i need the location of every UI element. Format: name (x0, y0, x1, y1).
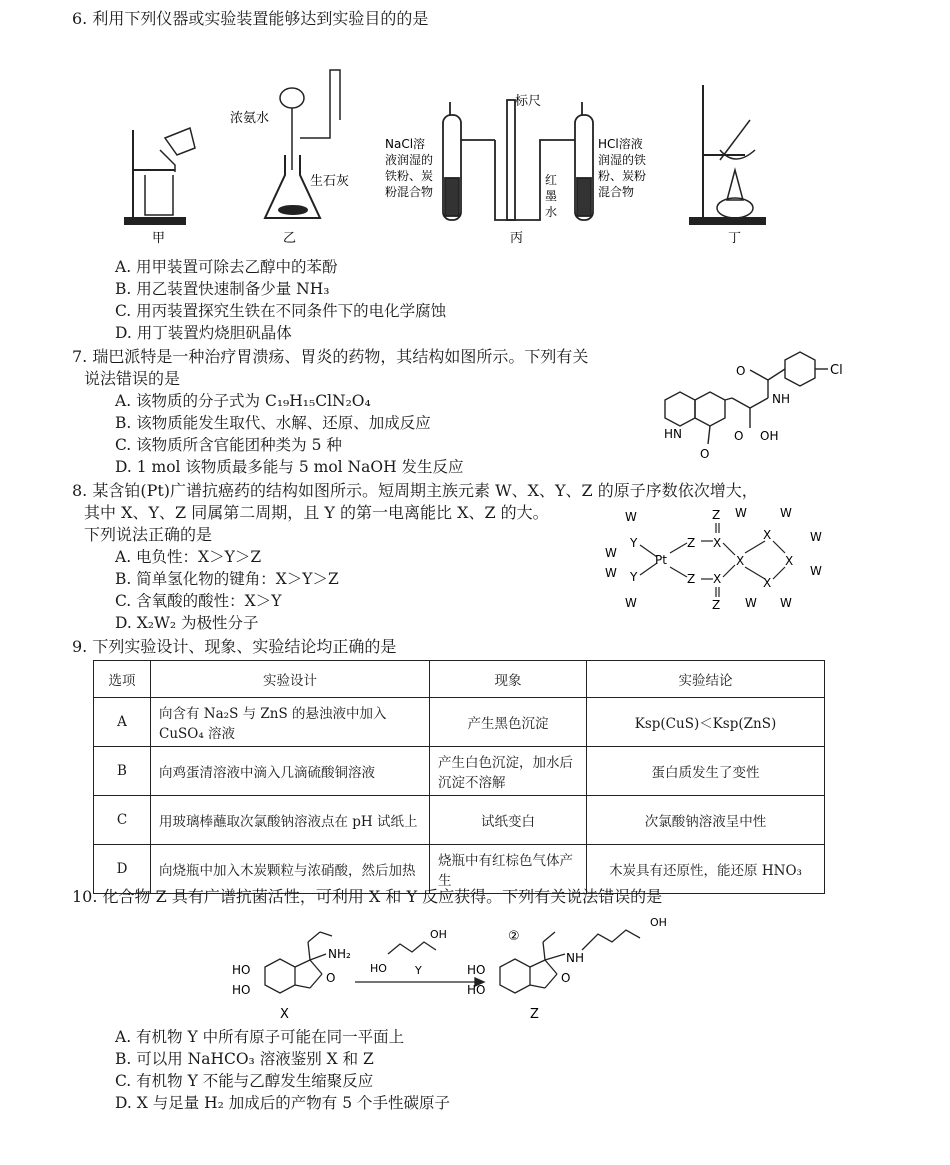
label-nacl-3: 铁粉、炭 (385, 169, 434, 183)
cell-design: 向烧瓶中加入木炭颗粒与浓硝酸，然后加热 (151, 845, 430, 894)
struct10-ho-3: HO (370, 962, 387, 975)
q9-experiment-table (93, 660, 825, 894)
label-red-1: 红 (545, 173, 558, 187)
struct8-x-6: X (785, 554, 794, 568)
struct8-w-2: W (605, 546, 617, 560)
apparatus-jia (125, 128, 195, 224)
struct8-x-5: X (763, 576, 772, 590)
struct8-w-4: W (625, 596, 637, 610)
q10-stem: 10. 化合物 Z 具有广谱抗菌活性，可利用 X 和 Y 反应获得。下列有关说法错误的是 (72, 887, 663, 906)
struct7-o3: O (734, 429, 744, 443)
label-ding: 丁 (728, 231, 742, 246)
q7-option-a: A. 该物质的分子式为 C₁₉H₁₅ClN₂O₄ (115, 392, 371, 410)
table-row (94, 796, 825, 845)
struct8-x-4: X (763, 528, 772, 542)
label-hcl-4: 混合物 (598, 185, 635, 199)
label-z: Z (530, 1007, 539, 1022)
struct8-w-1: W (625, 510, 637, 524)
cell-phenomenon: 产生白色沉淀，加水后沉淀不溶解 (430, 747, 587, 796)
q10-option-a: A. 有机物 Y 中所有原子可能在同一平面上 (115, 1028, 405, 1046)
apparatus-ding (690, 85, 765, 224)
q8-stem-line1: 8. 某含铂(Pt)广谱抗癌药的结构如图所示。短周期主族元素 W、X、Y、Z 的原子序数依次增大， (72, 481, 758, 500)
struct7-o1: O (736, 364, 746, 378)
apparatus-bing (443, 100, 593, 220)
struct8-y-1: Y (630, 536, 638, 550)
header-conclusion: 实验结论 (587, 661, 825, 698)
q8-option-d: D. X₂W₂ 为极性分子 (115, 614, 259, 632)
struct10-ho-1: HO (232, 963, 251, 977)
label-nacl-2: 液润湿的 (385, 153, 434, 167)
struct8-x-3: X (736, 554, 745, 568)
struct8-w-6: W (780, 506, 792, 520)
q6-option-c: C. 用丙装置探究生铁在不同条件下的电化学腐蚀 (115, 302, 447, 320)
q7-stem-line2: 说法错误的是 (84, 369, 181, 388)
q8-option-a: A. 电负性：X＞Y＞Z (115, 548, 262, 566)
struct10-ho-2: HO (232, 983, 251, 997)
header-option: 选项 (94, 661, 151, 698)
table-row (94, 698, 825, 747)
label-nacl-4: 粉混合物 (385, 185, 434, 199)
header-design: 实验设计 (151, 661, 430, 698)
label-jia: 甲 (152, 231, 166, 246)
label-bing: 丙 (510, 231, 524, 246)
apparatus-yi (265, 70, 340, 218)
label-lime: 生石灰 (310, 174, 350, 189)
q8-stem-line3: 下列说法正确的是 (84, 525, 213, 544)
q7-option-c: C. 该物质所含官能团种类为 5 种 (115, 436, 342, 454)
q8-stem-line2: 其中 X、Y、Z 同属第二周期，且 Y 的第一电离能比 X、Z 的大。 (84, 503, 549, 522)
q8-platinum-complex-structure (595, 505, 835, 615)
q9-stem: 9. 下列实验设计、现象、实验结论均正确的是 (72, 637, 397, 656)
struct10-ho-4: HO (467, 963, 486, 977)
struct8-w-8: W (810, 564, 822, 578)
q10-option-b: B. 可以用 NaHCO₃ 溶液鉴别 X 和 Z (115, 1050, 374, 1068)
struct8-w-9: W (745, 596, 757, 610)
struct10-o-1: O (326, 971, 336, 985)
q6-option-a: A. 用甲装置可除去乙醇中的苯酚 (115, 258, 338, 276)
q10-reaction-scheme (230, 912, 700, 1024)
struct7-oh: OH (760, 429, 779, 443)
cell-design: 用玻璃棒蘸取次氯酸钠溶液点在 pH 试纸上 (151, 796, 430, 845)
cell-conclusion: 次氯酸钠溶液呈中性 (587, 796, 825, 845)
cell-option: D (94, 845, 151, 894)
cell-option: C (94, 796, 151, 845)
struct8-z-3: Z (712, 508, 721, 522)
cell-conclusion: Ksp(CuS)＜Ksp(ZnS) (587, 698, 825, 747)
struct8-y-2: Y (630, 570, 638, 584)
label-ammonia: 浓氨水 (230, 111, 270, 126)
q7-stem-line1: 7. 瑞巴派特是一种治疗胃溃疡、胃炎的药物，其结构如图所示。下列有关 (72, 347, 589, 366)
struct10-ho-5: HO (467, 983, 486, 997)
struct10-nh2: NH₂ (328, 947, 351, 961)
label-yi: 乙 (283, 231, 297, 246)
label-ruler: 标尺 (515, 94, 542, 109)
label-hcl-1: HCl溶液 (598, 137, 643, 151)
struct7-hn: HN (664, 427, 682, 441)
struct10-oh-1: OH (430, 928, 447, 941)
struct8-w-7: W (810, 530, 822, 544)
label-y: Y (415, 964, 422, 977)
struct8-w-5: W (735, 506, 747, 520)
struct8-z-2: Z (687, 572, 696, 586)
struct8-z-1: Z (687, 536, 696, 550)
q8-option-b: B. 简单氢化物的键角：X＞Y＞Z (115, 570, 339, 588)
label-red-2: 墨 (545, 189, 558, 203)
cell-conclusion: 蛋白质发生了变性 (587, 747, 825, 796)
struct8-z-4: Z (712, 598, 721, 612)
struct8-w-3: W (605, 566, 617, 580)
q6-option-b: B. 用乙装置快速制备少量 NH₃ (115, 280, 330, 298)
cell-design: 向含有 Na₂S 与 ZnS 的悬浊液中加入 CuSO₄ 溶液 (151, 698, 430, 747)
cell-phenomenon: 产生黑色沉淀 (430, 698, 587, 747)
q6-apparatus-figure (95, 60, 815, 250)
struct8-w-10: W (780, 596, 792, 610)
struct10-oh-2: OH (650, 916, 667, 929)
struct7-nh: NH (772, 392, 790, 406)
q7-option-b: B. 该物质能发生取代、水解、还原、加成反应 (115, 414, 431, 432)
label-hcl-3: 粉、炭粉 (598, 169, 647, 183)
struct8-x-2: X (713, 572, 722, 586)
cell-phenomenon: 烧瓶中有红棕色气体产生 (430, 845, 587, 894)
cell-design: 向鸡蛋清溶液中滴入几滴硫酸铜溶液 (151, 747, 430, 796)
q10-option-d: D. X 与足量 H₂ 加成后的产物有 5 个手性碳原子 (115, 1094, 450, 1112)
label-nacl-1: NaCl溶 (385, 137, 426, 151)
table-header-row (94, 661, 825, 698)
table-row (94, 747, 825, 796)
label-red-3: 水 (545, 205, 558, 219)
struct10-circle2: ② (508, 929, 520, 944)
q8-option-c: C. 含氧酸的酸性：X＞Y (115, 592, 282, 610)
struct7-cl: Cl (830, 363, 843, 378)
struct10-nh: NH (566, 951, 584, 965)
cell-phenomenon: 试纸变白 (430, 796, 587, 845)
q7-option-d: D. 1 mol 该物质最多能与 5 mol NaOH 发生反应 (115, 458, 464, 476)
label-x: X (280, 1007, 289, 1022)
q10-option-c: C. 有机物 Y 不能与乙醇发生缩聚反应 (115, 1072, 374, 1090)
cell-option: B (94, 747, 151, 796)
label-hcl-2: 润湿的铁 (598, 153, 647, 167)
cell-conclusion: 木炭具有还原性，能还原 HNO₃ (587, 845, 825, 894)
q6-option-d: D. 用丁装置灼烧胆矾晶体 (115, 324, 292, 342)
q6-stem: 6. 利用下列仪器或实验装置能够达到实验目的的是 (72, 9, 429, 28)
cell-option: A (94, 698, 151, 747)
struct7-o2: O (700, 447, 710, 461)
struct8-pt: Pt (655, 553, 667, 567)
struct10-o-2: O (561, 971, 571, 985)
header-phenomenon: 现象 (430, 661, 587, 698)
q7-rebamipide-structure (650, 340, 850, 465)
struct8-x-1: X (713, 536, 722, 550)
